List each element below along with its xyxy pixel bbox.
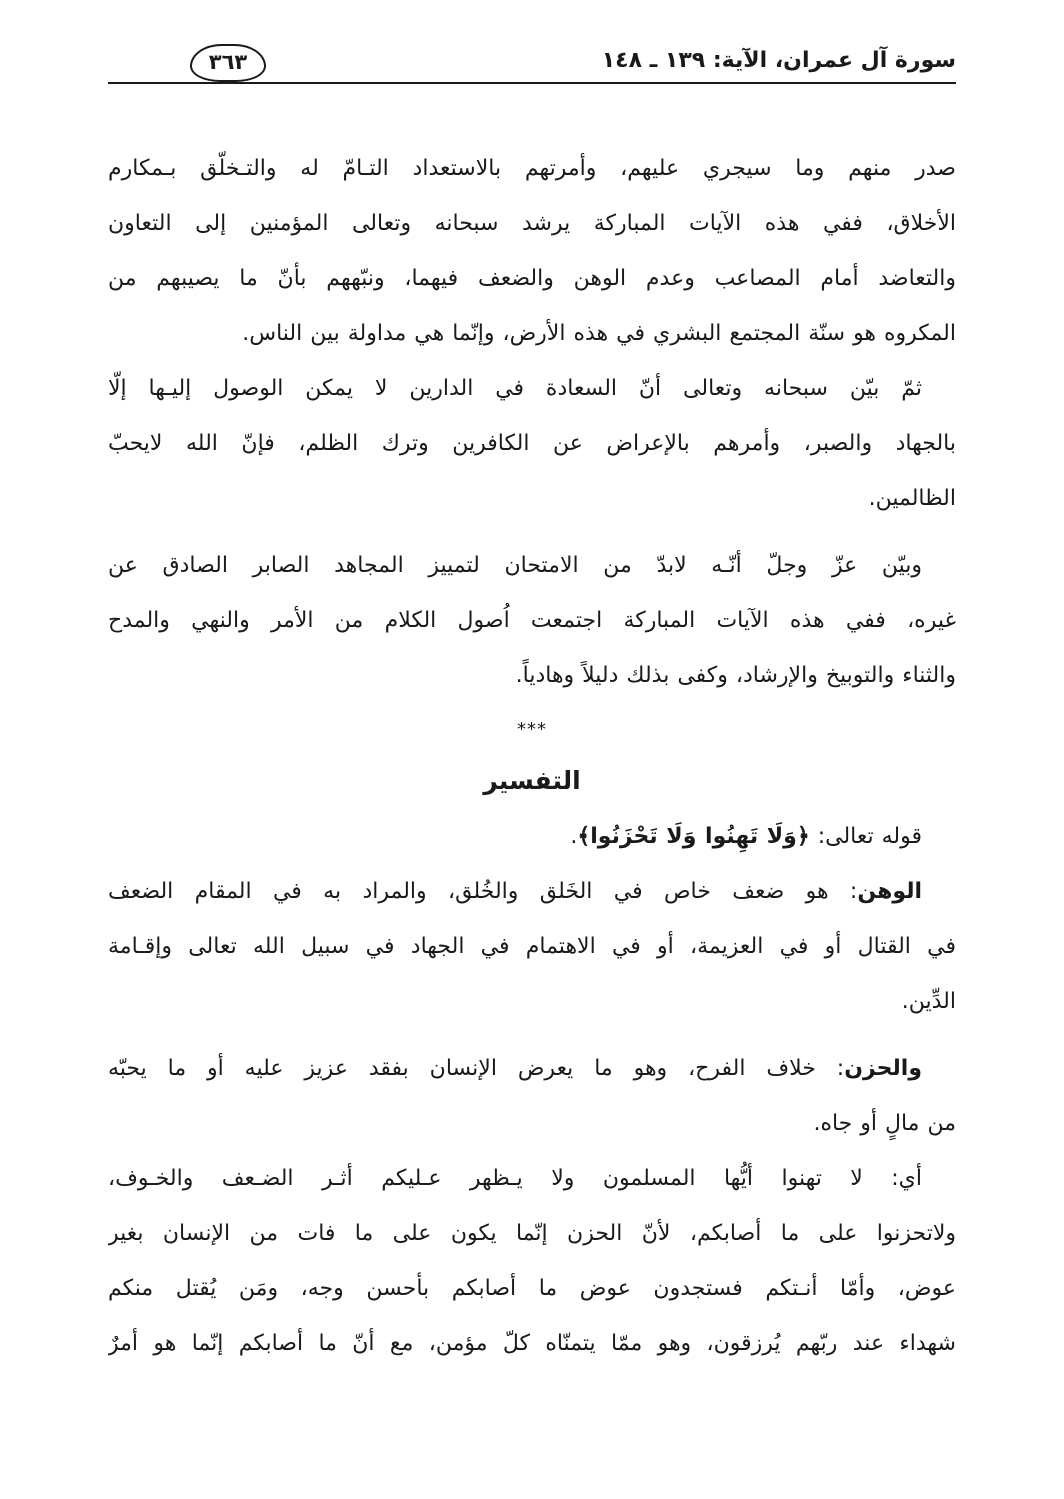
quote-prefix: قوله تعالى:	[809, 824, 922, 849]
text-line: الظالمين.	[868, 486, 956, 511]
section-separator: ***	[517, 719, 547, 740]
header-rule	[108, 82, 956, 84]
text-line: والثناء والتوبيخ والإرشاد، وكفى بذلك دليلاً وهادياً.	[515, 663, 956, 688]
verse-quote-line	[108, 809, 956, 864]
page-header	[108, 38, 956, 84]
text-line: ثمّ بيّن سبحانه وتعالى أنّ السعادة في الدارين لا يمكن الوصول إليـها إلّا	[108, 376, 922, 401]
term-huzn: والحزن	[844, 1056, 922, 1081]
definition-text: : هو ضعف خاص في الخَلق والخُلق، والمراد به في المقام الضعف	[108, 879, 858, 904]
text-line: أي: لا تهنوا أيُّها المسلمون ولا يـظهر عـليكم أثـر الضـعف والخـوف،	[108, 1166, 922, 1191]
quran-verse: ﴿وَلَا تَهِنُوا وَلَا تَحْزَنُوا﴾	[577, 824, 810, 849]
definition-line	[108, 864, 956, 919]
text-line: غيره، ففي هذه الآيات المباركة اجتمعت اُصول الكلام من الأمر والنهي والمدح	[108, 608, 956, 633]
text-line: عوض، وأمّا أنـتكم فستجدون عوض ما أصابكم بأحسن وجه، ومَن يُقتل منكم	[108, 1276, 956, 1301]
text-line: المكروه هو سنّة المجتمع البشري في هذه الأرض، وإنّما هي مداولة بين الناس.	[242, 321, 956, 346]
text-line: الدِّين.	[901, 989, 956, 1014]
text-line: شهداء عند ربّهم يُرزقون، وهو ممّا يتمنّاه كلّ مؤمن، مع أنّ ما أصابكم إنّما هو أمرٌ	[108, 1331, 956, 1356]
text-line: صدر منهم وما سيجري عليهم، وأمرتهم بالاستعداد التـامّ له والتـخلّق بـمكارم	[108, 156, 956, 181]
text-line: بالجهاد والصبر، وأمرهم بالإعراض عن الكافرين وترك الظلم، فإنّ الله لايحبّ	[108, 431, 956, 456]
page-number: ٣٦٣	[190, 44, 266, 82]
definition-line	[108, 1041, 956, 1096]
quote-suffix: .	[570, 824, 578, 849]
definition-text: : خلاف الفرح، وهو ما يعرض الإنسان بفقد عزيز عليه أو ما يحبّه	[108, 1056, 845, 1081]
running-title: سورة آل عمران، الآية: ١٣٩ ـ ١٤٨	[601, 48, 956, 73]
term-wahn: الوهن	[857, 879, 922, 904]
section-heading: التفسير	[483, 766, 581, 795]
text-line: في القتال أو في العزيمة، أو في الاهتمام في الجهاد في سبيل الله تعالى وإقـامة	[108, 934, 956, 959]
text-line: وبيّن عزّ وجلّ أنّـه لابدّ من الامتحان لتمييز المجاهد الصابر الصادق عن	[108, 553, 922, 578]
body-text	[108, 141, 956, 1371]
text-line: والتعاضد أمام المصاعب وعدم الوهن والضعف فيهما، ونبّههم بأنّ ما يصيبهم من	[108, 266, 956, 291]
text-line: من مالٍ أو جاه.	[813, 1111, 956, 1136]
text-line: الأخلاق، ففي هذه الآيات المباركة يرشد سبحانه وتعالى المؤمنين إلى التعاون	[108, 211, 956, 236]
text-line: ولاتحزنوا على ما أصابكم، لأنّ الحزن إنّما يكون على ما فات من الإنسان بغير	[108, 1221, 956, 1246]
